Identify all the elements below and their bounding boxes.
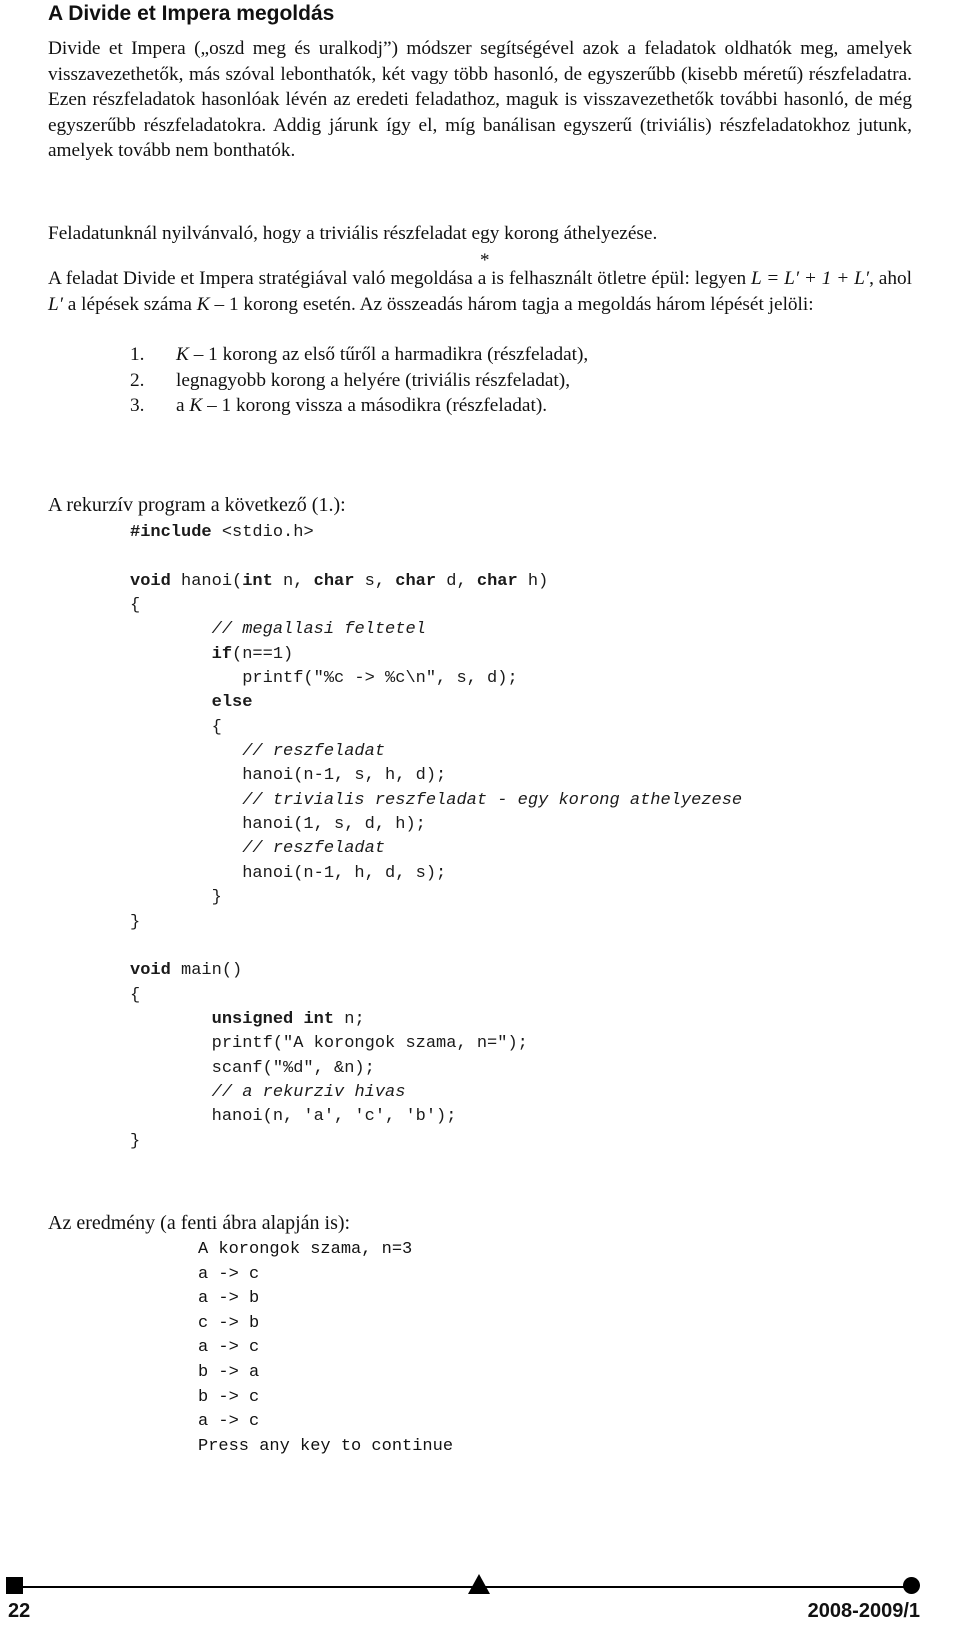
code-line: // trivialis reszfeladat - egy korong athelyezese xyxy=(242,790,743,810)
code-line: { xyxy=(130,985,141,1005)
output-line: A korongok szama, n=3 xyxy=(198,1240,413,1259)
steps-list xyxy=(130,342,588,419)
separator-asterisk: * xyxy=(480,250,490,271)
code-listing xyxy=(130,521,742,1154)
code-line: hanoi(n-1, s, h, d); xyxy=(130,766,447,786)
code-line: #include <stdio.h> xyxy=(130,523,314,542)
list-item xyxy=(130,368,588,394)
strategy-text-3: a lépések száma xyxy=(62,293,197,315)
code-line: void hanoi(int n, char s, char d, char h) xyxy=(130,571,549,591)
output-line: a -> c xyxy=(198,1264,260,1284)
code-line: { xyxy=(130,717,222,737)
output-line: b -> a xyxy=(198,1362,260,1382)
step-text: a xyxy=(176,395,190,416)
step-number: 1. xyxy=(130,344,145,365)
footer-rule xyxy=(8,1586,912,1588)
step-text: – 1 korong az első tűről a harmadikra (részfeladat), xyxy=(188,344,589,365)
variable-k: K xyxy=(196,293,210,315)
variable-l-prime: L′ xyxy=(48,293,63,315)
strategy-text-2: , ahol xyxy=(869,268,913,289)
result-intro: Az eredmény (a fenti ábra alapján is): xyxy=(48,1212,351,1234)
strategy-text-1: A feladat Divide et Impera stratégiával való megoldása a is felhasznált ötletre épül: legyen xyxy=(48,268,752,289)
issue-number: 2008-2009/1 xyxy=(807,1600,920,1622)
code-line: hanoi(n, 'a', 'c', 'b'); xyxy=(130,1107,457,1127)
step-variable: K xyxy=(176,344,189,365)
code-line xyxy=(130,545,742,569)
formula: L = L′ + 1 + L′ xyxy=(751,268,870,289)
output-line: c -> b xyxy=(198,1313,260,1333)
paragraph-strategy xyxy=(48,266,912,317)
code-line: // reszfeladat xyxy=(242,839,386,859)
code-line: printf("%c -> %c\n", s, d); xyxy=(130,669,518,689)
step-text: – 1 korong vissza a másodikra (részfeladat). xyxy=(202,395,548,416)
list-item xyxy=(130,342,588,368)
paragraph-trivial: Feladatunknál nyilvánvaló, hogy a triviális részfeladat egy korong áthelyezése. xyxy=(48,223,658,244)
code-intro: A rekurzív program a következő (1.): xyxy=(48,494,346,516)
code-line: } xyxy=(130,1131,141,1151)
code-line: } xyxy=(130,912,141,932)
program-output xyxy=(198,1238,453,1459)
triangle-marker-icon xyxy=(468,1574,490,1594)
code-line: // a rekurziv hivas xyxy=(211,1082,406,1102)
code-line: // megallasi feltetel xyxy=(211,620,426,640)
page-number: 22 xyxy=(8,1600,31,1622)
output-line: b -> c xyxy=(198,1387,260,1407)
output-line: a -> c xyxy=(198,1412,260,1432)
step-number: 3. xyxy=(130,395,145,416)
code-line: hanoi(n-1, h, d, s); xyxy=(130,863,447,883)
code-line: printf("A korongok szama, n="); xyxy=(130,1034,528,1054)
code-line xyxy=(130,935,742,959)
paragraph-intro: Divide et Impera („oszd meg és uralkodj”) módszer segítségével azok a feladatok oldhatók meg, amelyek visszavezethetők, más szóval lebonthatók, két vagy több hasonló, de egyszerűbb (kisebb méretű) részfeladatra. Ezen részfeladatok hasonlóak lévén az eredeti feladathoz, maguk is visszavezethetők további hasonló, de még egyszerűbb részfeladatokra. Addig járunk így el, míg banálisan egyszerű (triviális) részfeladatokhoz jutunk, amelyek tovább nem bonthatók. xyxy=(48,38,912,161)
code-line: // reszfeladat xyxy=(242,742,386,762)
output-line: a -> c xyxy=(198,1338,260,1358)
code-line: } xyxy=(130,888,222,908)
code-line: if(n==1) xyxy=(211,644,294,664)
output-line: a -> b xyxy=(198,1289,260,1309)
code-line: { xyxy=(130,596,141,616)
strategy-text-4: – 1 korong esetén. Az összeadás három tagja a megoldás három lépését jelöli: xyxy=(209,293,814,315)
output-line: Press any key to continue xyxy=(198,1436,454,1456)
list-item xyxy=(130,393,588,419)
section-heading: A Divide et Impera megoldás xyxy=(48,2,335,25)
code-line: void main() xyxy=(130,961,243,981)
code-line: else xyxy=(211,693,253,713)
step-number: 2. xyxy=(130,369,145,391)
code-line: hanoi(1, s, d, h); xyxy=(130,815,426,835)
step-variable: K xyxy=(189,395,203,416)
step-text: legnagyobb korong a helyére (triviális részfeladat), xyxy=(176,369,571,391)
code-line: scanf("%d", &n); xyxy=(130,1058,375,1078)
code-line: unsigned int n; xyxy=(211,1009,365,1029)
